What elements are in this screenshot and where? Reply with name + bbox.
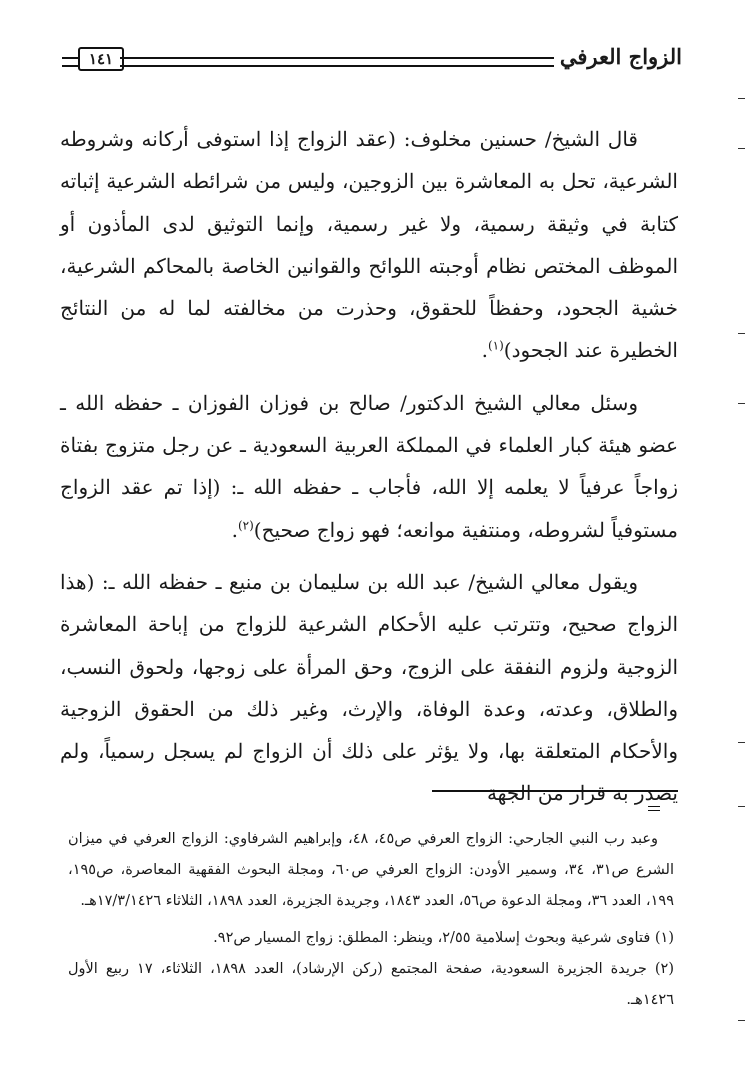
paragraph-manee xyxy=(60,561,678,815)
footnote-continuation-mark xyxy=(648,806,660,811)
scan-speck xyxy=(738,148,745,149)
header-rule-end xyxy=(62,57,78,67)
paragraph-makhlouf xyxy=(60,118,678,372)
running-title: الزواج العرفي xyxy=(559,44,682,69)
footnote-1: (١) فتاوى شرعية وبحوث إسلامية ٢/٥٥، وينظر: المطلق: زواج المسيار ص٩٢. xyxy=(213,930,674,946)
footnote-ref-1[interactable]: (١) xyxy=(487,338,504,353)
scan-speck xyxy=(738,742,745,743)
scan-speck xyxy=(738,98,745,99)
paragraph-text: ويقول معالي الشيخ/ عبد الله بن سليمان بن منيع ـ حفظه الله ـ: (هذا الزواج صحيح، وتترتب عليه الأحكام الشرعية للزواج من إباحة المعاشرة الزوجية ولزوم النفقة على الزوج، وحق المرأة على زوجها، ولحوق النسب، والطلاق، وعدته، وعدة الوفاة، والإرث، وغير ذلك من الحقوق الزوجية والأحكام المتعلقة بها، ولا يؤثر على ذلك أن الزواج لم يسجل رسمياً، ولم يصدر به قرار من الجهة xyxy=(60,569,678,806)
scan-speck xyxy=(738,403,745,404)
paragraph-fawzan xyxy=(60,382,678,551)
body-text xyxy=(60,118,678,815)
scan-speck xyxy=(738,806,745,807)
header-double-rule xyxy=(120,57,554,67)
scan-speck xyxy=(738,1020,745,1021)
page-number: ١٤١ xyxy=(78,47,124,71)
paragraph-tail: . xyxy=(231,517,238,542)
footnote-separator xyxy=(432,790,678,792)
footnotes xyxy=(68,824,674,1016)
paragraph-text: وسئل معالي الشيخ الدكتور/ صالح بن فوزان الفوزان ـ حفظه الله ـ عضو هيئة كبار العلماء في المملكة العربية السعودية ـ عن رجل متزوج بفتاة زواجاً عرفياً لا يعلمه إلا الله، فأجاب ـ حفظه الله ـ: (إذا تم عقد الزواج مستوفياً لشروطه، ومنتفية موانعه؛ فهو زواج صحيح) xyxy=(60,390,678,542)
footnote-continuation: وعبد رب النبي الجارحي: الزواج العرفي ص٤٥، ٤٨، وإبراهيم الشرفاوي: الزواج العرفي في ميزان الشرع ص٣١، ٣٤، وسمير الأودن: الزواج العرفي ص٦٠، ومجلة البحوث الفقهية المعاصرة، ص١٩٥، ١٩٩، العدد ٣٦، ومجلة الدعوة ص٥٦، العدد ١٨٤٣، وجريدة الجزيرة، العدد ١٨٩٨، الثلاثاء ١٧/٣/١٤٢٦هـ. xyxy=(68,831,674,909)
paragraph-text: قال الشيخ/ حسنين مخلوف: (عقد الزواج إذا استوفى أركانه وشروطه الشرعية، تحل به المعاشرة بين الزوجين، وليس من شرائطه الشرعية إثباته كتابة في وثيقة رسمية، ولا غير رسمية، وإنما التوثيق لدى المأذون أو الموظف المختص نظام أوجبته اللوائح والقوانين الخاصة بالمحاكم الشرعية، خشية الجحود، وحفظاً للحقوق، وحذرت من مخالفته لما له من النتائج الخطيرة عند الجحود) xyxy=(60,127,678,363)
footnote-2: (٢) جريدة الجزيرة السعودية، صفحة المجتمع (ركن الإرشاد)، العدد ١٨٩٨، الثلاثاء، ١٧ ربيع الأول ١٤٢٦هـ. xyxy=(68,961,674,1008)
scan-speck xyxy=(738,333,745,334)
footnote-ref-2[interactable]: (٢) xyxy=(237,518,254,533)
paragraph-tail: . xyxy=(481,338,488,363)
running-header xyxy=(62,44,682,76)
